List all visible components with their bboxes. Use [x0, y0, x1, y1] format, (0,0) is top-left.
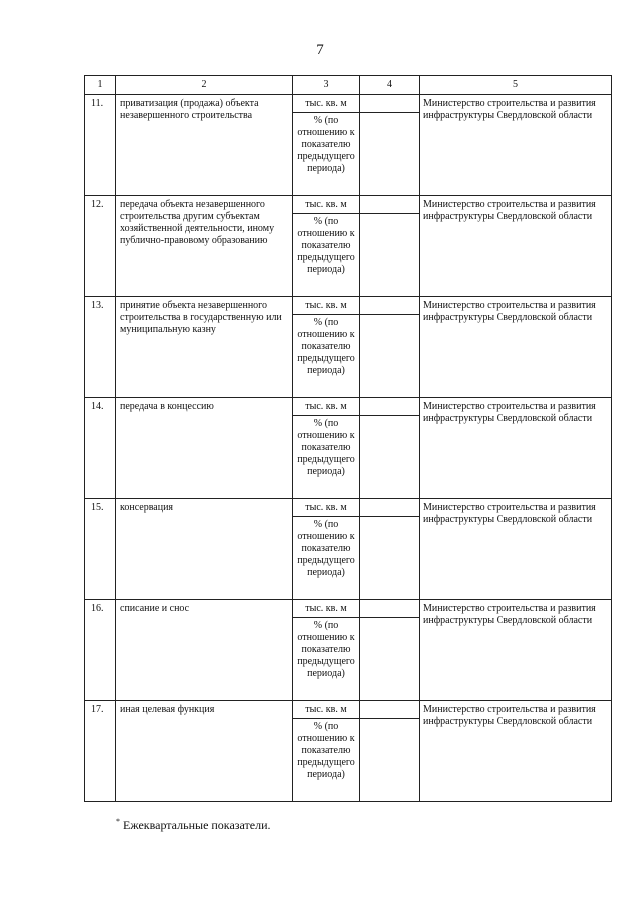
row-number: 12. [85, 196, 116, 297]
row-number: 13. [85, 297, 116, 398]
responsible-organization: Министерство строительства и развития инфраструктуры Свердловской области [420, 499, 612, 600]
indicator-name: иная целевая функция [116, 701, 293, 802]
column-header-1: 1 [85, 76, 116, 95]
column-header-4: 4 [360, 76, 420, 95]
value-absolute-cell [360, 297, 420, 315]
value-absolute-cell [360, 196, 420, 214]
value-percent-cell [360, 315, 420, 398]
row-number: 15. [85, 499, 116, 600]
unit-percent: % (по отношению к показателю предыдущего периода) [293, 113, 360, 196]
unit-absolute: тыс. кв. м [293, 398, 360, 416]
table-row [85, 95, 612, 113]
indicator-name: передача объекта незавершенного строительства другим субъектам хозяйственной деятельности, иному публично-правовому образованию [116, 196, 293, 297]
table-row [85, 398, 612, 416]
indicator-name: консервация [116, 499, 293, 600]
unit-percent: % (по отношению к показателю предыдущего периода) [293, 517, 360, 600]
responsible-organization: Министерство строительства и развития инфраструктуры Свердловской области [420, 196, 612, 297]
footnote [116, 817, 271, 833]
column-header-5: 5 [420, 76, 612, 95]
row-number: 16. [85, 600, 116, 701]
unit-percent: % (по отношению к показателю предыдущего периода) [293, 214, 360, 297]
footnote-mark: * [116, 817, 120, 826]
table-row [85, 196, 612, 214]
row-number: 11. [85, 95, 116, 196]
unit-absolute: тыс. кв. м [293, 701, 360, 719]
value-absolute-cell [360, 499, 420, 517]
table-row [85, 499, 612, 517]
value-percent-cell [360, 113, 420, 196]
unit-percent: % (по отношению к показателю предыдущего периода) [293, 315, 360, 398]
value-percent-cell [360, 517, 420, 600]
responsible-organization: Министерство строительства и развития инфраструктуры Свердловской области [420, 398, 612, 499]
indicator-name: приватизация (продажа) объекта незавершенного строительства [116, 95, 293, 196]
value-percent-cell [360, 618, 420, 701]
value-absolute-cell [360, 600, 420, 618]
unit-percent: % (по отношению к показателю предыдущего периода) [293, 416, 360, 499]
footnote-text: Ежеквартальные показатели. [120, 818, 271, 832]
value-percent-cell [360, 416, 420, 499]
indicators-table [84, 75, 612, 802]
value-percent-cell [360, 214, 420, 297]
table-row [85, 297, 612, 315]
value-absolute-cell [360, 95, 420, 113]
unit-absolute: тыс. кв. м [293, 297, 360, 315]
indicator-name: передача в концессию [116, 398, 293, 499]
indicator-name: списание и снос [116, 600, 293, 701]
page-number: 7 [316, 42, 324, 58]
responsible-organization: Министерство строительства и развития инфраструктуры Свердловской области [420, 297, 612, 398]
unit-absolute: тыс. кв. м [293, 95, 360, 113]
unit-absolute: тыс. кв. м [293, 499, 360, 517]
value-percent-cell [360, 719, 420, 802]
unit-percent: % (по отношению к показателю предыдущего периода) [293, 618, 360, 701]
row-number: 17. [85, 701, 116, 802]
row-number: 14. [85, 398, 116, 499]
column-header-3: 3 [293, 76, 360, 95]
unit-absolute: тыс. кв. м [293, 196, 360, 214]
responsible-organization: Министерство строительства и развития инфраструктуры Свердловской области [420, 701, 612, 802]
unit-percent: % (по отношению к показателю предыдущего периода) [293, 719, 360, 802]
table-row [85, 600, 612, 618]
value-absolute-cell [360, 701, 420, 719]
column-header-2: 2 [116, 76, 293, 95]
responsible-organization: Министерство строительства и развития инфраструктуры Свердловской области [420, 95, 612, 196]
value-absolute-cell [360, 398, 420, 416]
indicator-name: принятие объекта незавершенного строительства в государственную или муниципальную казну [116, 297, 293, 398]
responsible-organization: Министерство строительства и развития инфраструктуры Свердловской области [420, 600, 612, 701]
unit-absolute: тыс. кв. м [293, 600, 360, 618]
table-header-row [85, 76, 612, 95]
table-row [85, 701, 612, 719]
